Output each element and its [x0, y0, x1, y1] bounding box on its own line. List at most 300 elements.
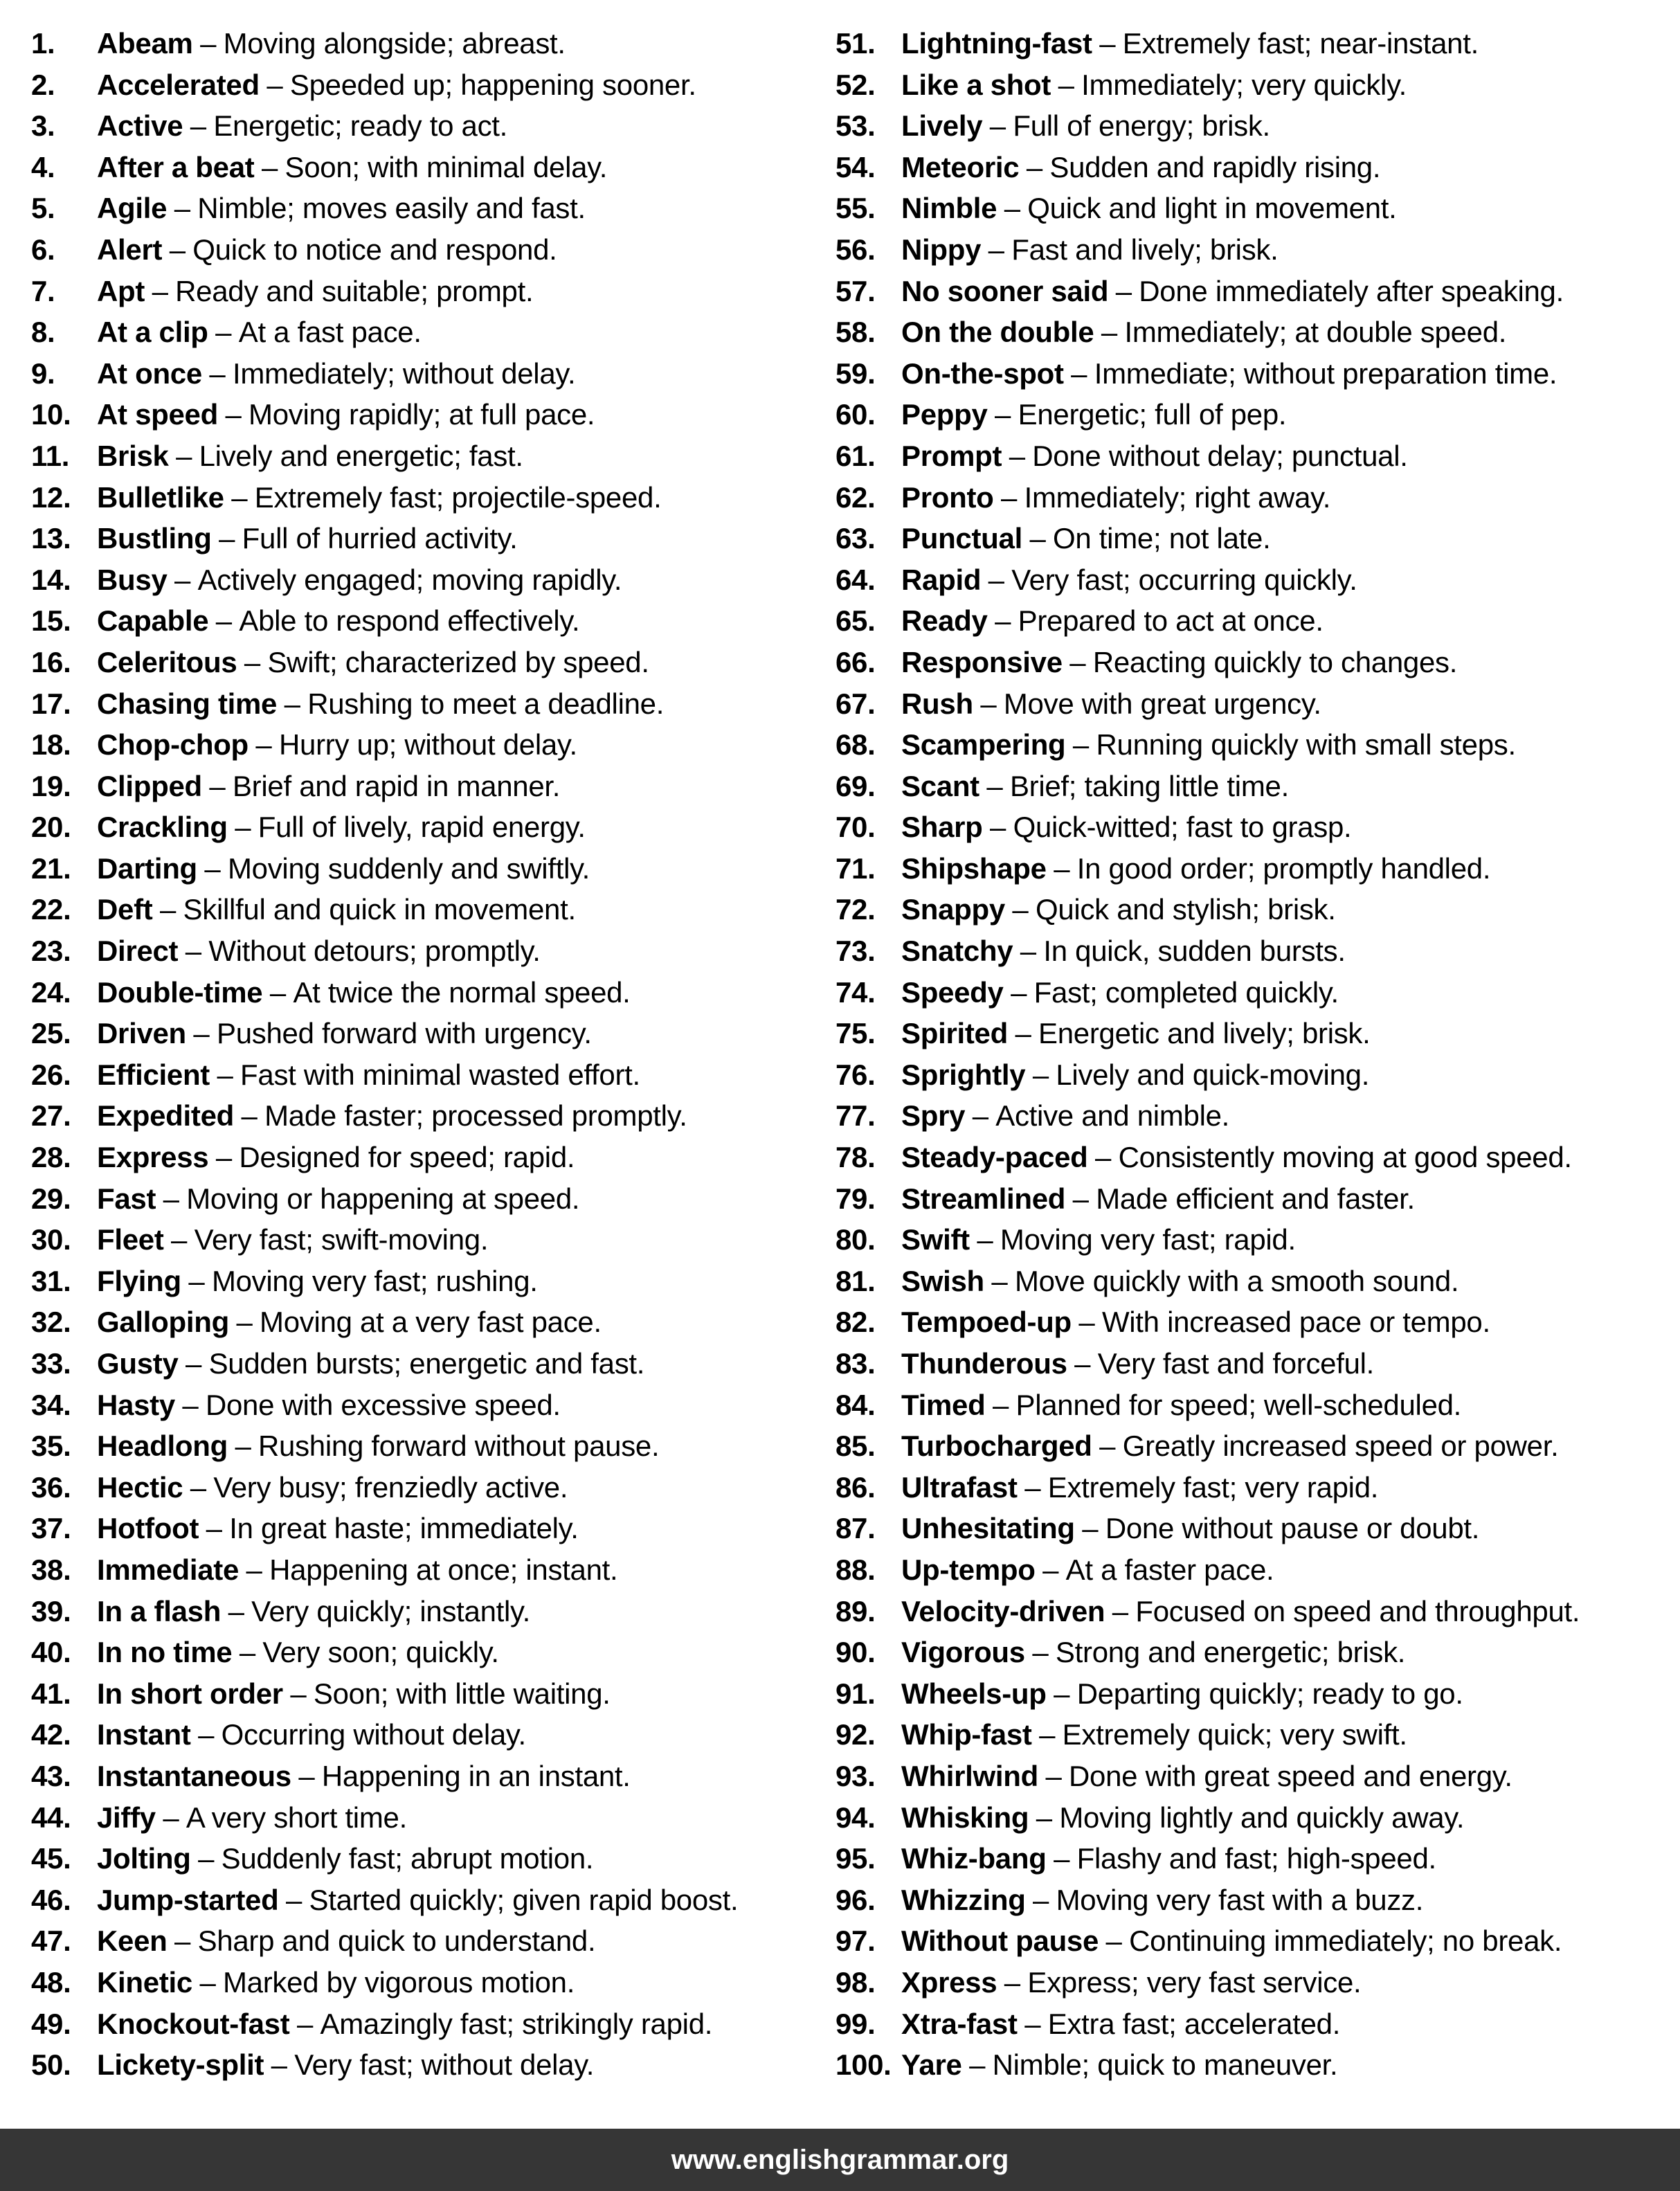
list-item: [31, 1838, 820, 1879]
list-item: [31, 766, 820, 807]
item-term: Shipshape: [901, 851, 1047, 885]
item-term: Headlong: [97, 1430, 228, 1463]
item-definition: Extremely fast; very rapid.: [1047, 1470, 1379, 1504]
item-definition: Energetic and lively; brisk.: [1038, 1017, 1371, 1050]
item-definition: Very busy; frenziedly active.: [213, 1470, 568, 1504]
item-number: 98.: [836, 1965, 876, 1999]
item-separator: –: [163, 1182, 179, 1215]
item-number: 99.: [836, 2007, 876, 2040]
item-number: 100.: [836, 2048, 892, 2082]
item-term: On-the-spot: [901, 357, 1064, 390]
item-definition: Made faster; processed promptly.: [264, 1099, 687, 1133]
item-definition: Ready and suitable; prompt.: [175, 274, 534, 307]
item-term: Apt: [97, 274, 145, 307]
item-definition: Immediately; without delay.: [232, 357, 576, 390]
item-term: Peppy: [901, 398, 988, 431]
item-separator: –: [267, 68, 283, 101]
item-separator: –: [241, 1099, 258, 1133]
item-number: 27.: [31, 1099, 71, 1133]
list-item: [31, 806, 820, 848]
item-definition: In good order; promptly handled.: [1076, 851, 1491, 885]
item-definition: Swift; characterized by speed.: [267, 645, 649, 678]
item-definition: Brief and rapid in manner.: [232, 769, 561, 802]
item-term: In no time: [97, 1636, 233, 1669]
list-item: [31, 2044, 820, 2086]
item-number: 86.: [836, 1470, 876, 1504]
item-term: Clipped: [97, 769, 202, 802]
list-item: [836, 23, 1666, 64]
list-item: [31, 1508, 820, 1549]
item-separator: –: [1071, 357, 1087, 390]
item-definition: Actively engaged; moving rapidly.: [197, 563, 622, 596]
list-item: [836, 105, 1666, 147]
item-definition: Moving or happening at speed.: [186, 1182, 580, 1215]
item-number: 7.: [31, 274, 55, 307]
item-separator: –: [1099, 1430, 1116, 1463]
list-item: [31, 642, 820, 683]
item-number: 36.: [31, 1470, 71, 1504]
list-item: [836, 64, 1666, 106]
item-definition: Moving alongside; abreast.: [223, 27, 566, 60]
list-item: [31, 1591, 820, 1632]
list-item: [31, 1879, 820, 1921]
item-term: Active: [97, 109, 183, 143]
item-definition: Lively and energetic; fast.: [199, 439, 523, 472]
item-definition: Designed for speed; rapid.: [239, 1141, 575, 1174]
item-separator: –: [239, 1636, 255, 1669]
item-term: Ready: [901, 604, 988, 638]
item-definition: Very quickly; instantly.: [251, 1594, 530, 1628]
item-number: 24.: [31, 975, 71, 1009]
item-term: Tempoed-up: [901, 1306, 1072, 1339]
item-definition: Moving suddenly and swiftly.: [227, 851, 590, 885]
item-number: 26.: [31, 1058, 71, 1091]
list-item: [836, 518, 1666, 559]
list-item: [31, 1054, 820, 1096]
list-item: [836, 1591, 1666, 1632]
item-definition: Very fast; swift-moving.: [194, 1223, 489, 1256]
list-item: [31, 1219, 820, 1261]
item-term: Deft: [97, 893, 153, 926]
item-definition: Extremely quick; very swift.: [1062, 1718, 1407, 1751]
item-definition: A very short time.: [186, 1801, 407, 1834]
list-item: [31, 394, 820, 435]
item-term: Rapid: [901, 563, 982, 596]
item-term: At speed: [97, 398, 218, 431]
item-term: Velocity-driven: [901, 1594, 1105, 1628]
item-number: 48.: [31, 1965, 71, 1999]
item-definition: Moving very fast with a buzz.: [1056, 1883, 1424, 1916]
list-item: [836, 271, 1666, 312]
item-term: Swish: [901, 1264, 984, 1297]
item-number: 62.: [836, 480, 876, 514]
item-number: 34.: [31, 1388, 71, 1421]
item-term: Vigorous: [901, 1636, 1025, 1669]
item-definition: Focused on speed and throughput.: [1135, 1594, 1580, 1628]
item-definition: Happening in an instant.: [321, 1759, 631, 1792]
item-term: Efficient: [97, 1058, 210, 1091]
item-term: Swift: [901, 1223, 970, 1256]
list-item: [31, 23, 820, 64]
item-separator: –: [1054, 1677, 1070, 1710]
item-definition: Rushing to meet a deadline.: [307, 687, 665, 720]
item-term: Immediate: [97, 1553, 240, 1586]
item-definition: Soon; with minimal delay.: [284, 150, 608, 183]
item-term: Hectic: [97, 1470, 183, 1504]
item-separator: –: [1078, 1306, 1095, 1339]
item-definition: Fast and lively; brisk.: [1011, 233, 1279, 266]
list-item: [31, 271, 820, 312]
item-definition: In quick, sudden bursts.: [1043, 935, 1346, 968]
item-separator: –: [225, 398, 242, 431]
list-item: [836, 1178, 1666, 1220]
item-term: Lively: [901, 109, 983, 143]
item-separator: –: [236, 1306, 253, 1339]
item-definition: Quick-witted; fast to grasp.: [1013, 811, 1352, 844]
item-term: In a flash: [97, 1594, 222, 1628]
item-definition: Fast; completed quickly.: [1033, 975, 1339, 1009]
list-item: [31, 312, 820, 353]
list-item: [31, 147, 820, 188]
item-term: Galloping: [97, 1306, 229, 1339]
item-number: 16.: [31, 645, 71, 678]
list-item: [31, 1178, 820, 1220]
item-term: Knockout-fast: [97, 2007, 290, 2040]
item-definition: Quick and light in movement.: [1027, 192, 1397, 225]
item-term: Nimble: [901, 192, 997, 225]
list-item: [31, 972, 820, 1013]
item-separator: –: [969, 2048, 986, 2082]
item-definition: Extra fast; accelerated.: [1047, 2007, 1341, 2040]
item-definition: With increased pace or tempo.: [1101, 1306, 1490, 1339]
item-definition: Made efficient and faster.: [1096, 1182, 1415, 1215]
item-separator: –: [198, 1718, 215, 1751]
item-separator: –: [1095, 1141, 1112, 1174]
item-separator: –: [995, 398, 1011, 431]
item-separator: –: [244, 645, 260, 678]
item-separator: –: [209, 357, 226, 390]
item-number: 4.: [31, 150, 55, 183]
item-term: Timed: [901, 1388, 986, 1421]
list-item: [836, 1467, 1666, 1508]
item-term: Double-time: [97, 975, 263, 1009]
list-item: [836, 353, 1666, 395]
item-number: 95.: [836, 1842, 876, 1875]
item-number: 14.: [31, 563, 71, 596]
list-item: [836, 1920, 1666, 1962]
item-separator: –: [246, 1553, 262, 1586]
item-separator: –: [1012, 893, 1029, 926]
item-separator: –: [219, 522, 235, 555]
item-definition: Running quickly with small steps.: [1096, 728, 1516, 761]
item-definition: Able to respond effectively.: [239, 604, 580, 638]
item-term: Direct: [97, 935, 179, 968]
item-definition: Moving very fast; rapid.: [1000, 1223, 1296, 1256]
item-term: At once: [97, 357, 202, 390]
list-item: [31, 229, 820, 271]
item-definition: Very soon; quickly.: [262, 1636, 499, 1669]
item-definition: Sudden bursts; energetic and fast.: [208, 1347, 645, 1380]
list-item: [836, 1301, 1666, 1343]
list-item: [836, 600, 1666, 642]
item-number: 75.: [836, 1017, 876, 1050]
item-number: 94.: [836, 1801, 876, 1834]
item-definition: Prepared to act at once.: [1018, 604, 1324, 638]
list-item: [836, 806, 1666, 848]
item-definition: Done immediately after speaking.: [1139, 274, 1564, 307]
item-number: 71.: [836, 851, 876, 885]
item-definition: Immediately; at double speed.: [1124, 316, 1507, 349]
item-separator: –: [296, 2007, 313, 2040]
item-term: Wheels-up: [901, 1677, 1047, 1710]
item-definition: At twice the normal speed.: [293, 975, 631, 1009]
item-definition: Reacting quickly to changes.: [1092, 645, 1458, 678]
item-term: Hotfoot: [97, 1512, 199, 1545]
item-separator: –: [972, 1099, 988, 1133]
item-definition: Suddenly fast; abrupt motion.: [221, 1842, 594, 1875]
item-number: 70.: [836, 811, 876, 844]
item-term: Sprightly: [901, 1058, 1026, 1091]
item-term: Brisk: [97, 439, 169, 472]
list-item: [836, 972, 1666, 1013]
item-separator: –: [235, 811, 251, 844]
item-number: 88.: [836, 1553, 876, 1586]
item-number: 61.: [836, 439, 876, 472]
item-number: 41.: [31, 1677, 71, 1710]
item-term: Instantaneous: [97, 1759, 291, 1792]
item-number: 29.: [31, 1182, 71, 1215]
item-definition: Strong and energetic; brisk.: [1055, 1636, 1406, 1669]
item-number: 57.: [836, 274, 876, 307]
item-definition: Move quickly with a smooth sound.: [1014, 1264, 1459, 1297]
item-separator: –: [980, 687, 997, 720]
item-separator: –: [215, 316, 232, 349]
item-term: Ultrafast: [901, 1470, 1018, 1504]
item-term: Jiffy: [97, 1801, 156, 1834]
footer-website-link[interactable]: www.englishgrammar.org: [671, 2145, 1009, 2175]
item-separator: –: [174, 1924, 191, 1958]
item-term: Spry: [901, 1099, 966, 1133]
list-item: [836, 1632, 1666, 1673]
list-item: [31, 1714, 820, 1756]
item-term: Responsive: [901, 645, 1063, 678]
item-number: 35.: [31, 1430, 71, 1463]
item-number: 72.: [836, 893, 876, 926]
item-number: 58.: [836, 316, 876, 349]
list-item: [31, 1632, 820, 1673]
list-item: [836, 147, 1666, 188]
item-number: 79.: [836, 1182, 876, 1215]
item-definition: Started quickly; given rapid boost.: [309, 1883, 739, 1916]
item-number: 59.: [836, 357, 876, 390]
list-item: [836, 889, 1666, 930]
list-item: [836, 1756, 1666, 1797]
item-number: 21.: [31, 851, 71, 885]
item-definition: Full of lively, rapid energy.: [258, 811, 586, 844]
item-separator: –: [215, 604, 232, 638]
item-term: Up-tempo: [901, 1553, 1036, 1586]
item-definition: Lively and quick-moving.: [1056, 1058, 1370, 1091]
item-definition: Quick and stylish; brisk.: [1035, 893, 1336, 926]
item-separator: –: [988, 233, 1004, 266]
item-term: Scant: [901, 769, 979, 802]
list-item: [836, 724, 1666, 766]
item-definition: Sharp and quick to understand.: [197, 1924, 596, 1958]
item-definition: Moving at a very fast pace.: [260, 1306, 602, 1339]
list-item: [31, 930, 820, 972]
item-term: Whizzing: [901, 1883, 1026, 1916]
item-term: Busy: [97, 563, 168, 596]
item-definition: Pushed forward with urgency.: [216, 1017, 592, 1050]
list-item: [31, 1343, 820, 1385]
item-number: 53.: [836, 109, 876, 143]
item-number: 40.: [31, 1636, 71, 1669]
item-definition: Very fast; occurring quickly.: [1011, 563, 1357, 596]
item-separator: –: [1009, 439, 1025, 472]
list-item: [836, 1879, 1666, 1921]
item-definition: Speeded up; happening sooner.: [289, 68, 696, 101]
list-item: [31, 1261, 820, 1302]
item-term: After a beat: [97, 150, 255, 183]
list-item: [31, 1756, 820, 1797]
item-term: Bustling: [97, 522, 212, 555]
item-definition: Amazingly fast; strikingly rapid.: [320, 2007, 713, 2040]
item-number: 42.: [31, 1718, 71, 1751]
item-number: 31.: [31, 1264, 71, 1297]
list-item: [836, 1714, 1666, 1756]
item-separator: –: [228, 1594, 244, 1628]
item-number: 65.: [836, 604, 876, 638]
item-term: Alert: [97, 233, 163, 266]
item-number: 63.: [836, 522, 876, 555]
list-item: [836, 930, 1666, 972]
list-item: [836, 188, 1666, 229]
item-term: On the double: [901, 316, 1094, 349]
item-definition: In great haste; immediately.: [229, 1512, 579, 1545]
item-number: 87.: [836, 1512, 876, 1545]
item-number: 93.: [836, 1759, 876, 1792]
item-separator: –: [1112, 1594, 1128, 1628]
item-number: 15.: [31, 604, 71, 638]
list-item: [836, 1838, 1666, 1879]
item-separator: –: [1042, 1553, 1059, 1586]
item-definition: Done without delay; punctual.: [1032, 439, 1408, 472]
item-number: 50.: [31, 2048, 71, 2082]
item-term: Lickety-split: [97, 2048, 264, 2082]
item-number: 85.: [836, 1430, 876, 1463]
item-separator: –: [190, 109, 206, 143]
item-number: 49.: [31, 2007, 71, 2040]
list-item: [31, 724, 820, 766]
item-separator: –: [1039, 1718, 1056, 1751]
item-number: 81.: [836, 1264, 876, 1297]
item-separator: –: [198, 1842, 215, 1875]
item-separator: –: [995, 604, 1011, 638]
item-number: 33.: [31, 1347, 71, 1380]
item-term: Gusty: [97, 1347, 179, 1380]
list-item: [31, 889, 820, 930]
item-term: Thunderous: [901, 1347, 1067, 1380]
item-number: 96.: [836, 1883, 876, 1916]
item-definition: Done with great speed and energy.: [1069, 1759, 1512, 1792]
item-separator: –: [193, 1017, 210, 1050]
item-term: Expedited: [97, 1099, 235, 1133]
item-number: 46.: [31, 1883, 71, 1916]
item-number: 32.: [31, 1306, 71, 1339]
list-item: [836, 2003, 1666, 2045]
list-item: [31, 559, 820, 601]
item-number: 73.: [836, 935, 876, 968]
list-item: [31, 353, 820, 395]
item-term: Bulletlike: [97, 480, 224, 514]
item-term: Nippy: [901, 233, 982, 266]
list-item: [836, 1797, 1666, 1839]
item-number: 25.: [31, 1017, 71, 1050]
item-number: 43.: [31, 1759, 71, 1792]
item-separator: –: [988, 563, 1004, 596]
list-item: [31, 188, 820, 229]
item-definition: Happening at once; instant.: [269, 1553, 618, 1586]
item-definition: Active and nimble.: [995, 1099, 1230, 1133]
item-definition: Flashy and fast; high-speed.: [1076, 1842, 1436, 1875]
item-separator: –: [163, 1801, 179, 1834]
item-definition: At a faster pace.: [1065, 1553, 1274, 1586]
item-definition: Immediate; without preparation time.: [1094, 357, 1557, 390]
item-separator: –: [171, 1223, 188, 1256]
item-number: 84.: [836, 1388, 876, 1421]
item-separator: –: [152, 274, 168, 307]
list-item: [836, 1673, 1666, 1715]
item-term: Whisking: [901, 1801, 1029, 1834]
item-term: At a clip: [97, 316, 208, 349]
list-item: [836, 766, 1666, 807]
item-number: 55.: [836, 192, 876, 225]
item-number: 44.: [31, 1801, 71, 1834]
item-separator: –: [1074, 1347, 1091, 1380]
item-term: No sooner said: [901, 274, 1109, 307]
item-definition: Fast with minimal wasted effort.: [240, 1058, 640, 1091]
item-number: 9.: [31, 357, 55, 390]
item-number: 51.: [836, 27, 876, 60]
list-item: [31, 518, 820, 559]
item-term: Celeritous: [97, 645, 237, 678]
item-number: 54.: [836, 150, 876, 183]
item-separator: –: [182, 1388, 199, 1421]
item-definition: Nimble; moves easily and fast.: [197, 192, 586, 225]
item-number: 30.: [31, 1223, 71, 1256]
item-term: Flying: [97, 1264, 181, 1297]
list-item: [31, 848, 820, 890]
item-term: Meteoric: [901, 150, 1020, 183]
list-item: [836, 2044, 1666, 2086]
item-separator: –: [1020, 935, 1036, 968]
item-separator: –: [1054, 851, 1070, 885]
list-item: [31, 1301, 820, 1343]
item-number: 5.: [31, 192, 55, 225]
item-definition: Immediately; right away.: [1024, 480, 1331, 514]
item-definition: Marked by vigorous motion.: [223, 1965, 575, 1999]
item-number: 12.: [31, 480, 71, 514]
item-definition: Skillful and quick in movement.: [183, 893, 576, 926]
item-term: Streamlined: [901, 1182, 1066, 1215]
item-definition: On time; not late.: [1053, 522, 1271, 555]
item-number: 89.: [836, 1594, 876, 1628]
item-number: 68.: [836, 728, 876, 761]
item-separator: –: [1058, 68, 1074, 101]
item-separator: –: [235, 1430, 251, 1463]
item-definition: Rushing forward without pause.: [258, 1430, 660, 1463]
list-item: [836, 312, 1666, 353]
